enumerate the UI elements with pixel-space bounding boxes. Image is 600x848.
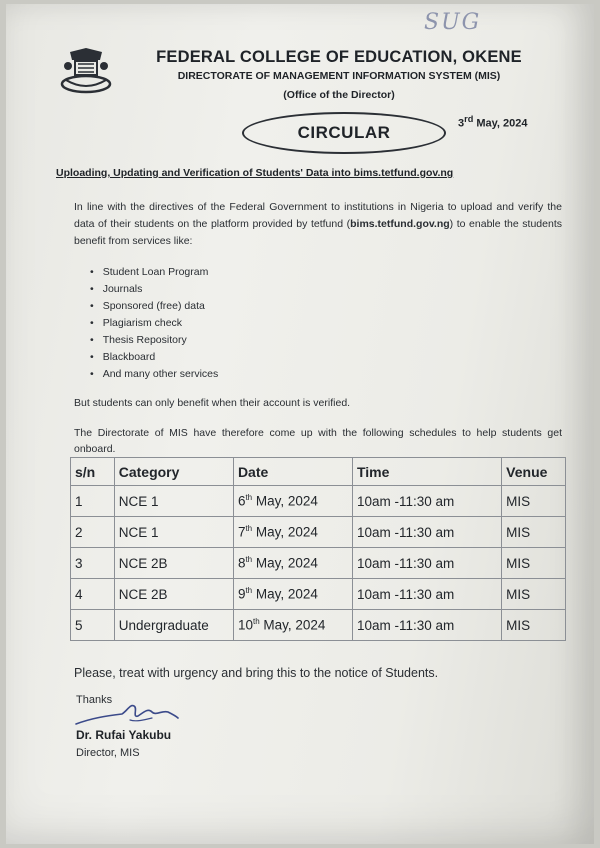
cell-category: NCE 2B [114, 579, 233, 610]
table-row [71, 548, 566, 579]
cell-sn: 2 [71, 517, 115, 548]
header-sn: s/n [71, 458, 115, 486]
schedule-table [70, 457, 566, 641]
cell-venue: MIS [502, 579, 566, 610]
intro-paragraph: In line with the directives of the Federal Government to institutions in Nigeria to upload and verify the data of their students on the platform provided by tetfund (bims.tetfund.gov.ng) to enable the students benefit from services like: [74, 201, 562, 247]
cell-sn: 1 [71, 486, 115, 517]
college-crest-logo [56, 46, 116, 96]
table-row [71, 579, 566, 610]
circular-page [6, 4, 594, 844]
table-row [71, 486, 566, 517]
closing-note: Please, treat with urgency and bring this to the notice of Students. [74, 666, 439, 680]
list-item: • Sponsored (free) data [90, 298, 218, 315]
list-item: • Journals [90, 281, 218, 298]
cell-venue: MIS [502, 610, 566, 641]
circular-date: 3rd May, 2024 [458, 114, 528, 130]
handwritten-note: SUG [424, 10, 482, 35]
cell-time: 10am -11:30 am [352, 610, 501, 641]
cell-venue: MIS [502, 548, 566, 579]
directorate-name: DIRECTORATE OF MANAGEMENT INFORMATION SYSTEM (MIS) [177, 70, 501, 82]
office-label: (Office of the Director) [283, 89, 395, 101]
header-date: Date [233, 458, 352, 486]
table-header-row [71, 458, 566, 486]
cell-sn: 3 [71, 548, 115, 579]
cell-date: 8th May, 2024 [233, 548, 352, 579]
cell-venue: MIS [502, 517, 566, 548]
cell-date: 9th May, 2024 [233, 579, 352, 610]
signature-icon [72, 698, 182, 732]
platform-url: bims.tetfund.gov.ng [350, 218, 450, 230]
list-item: • Plagiarism check [90, 315, 218, 332]
cell-date: 6th May, 2024 [233, 486, 352, 517]
college-name: FEDERAL COLLEGE OF EDUCATION, OKENE [156, 48, 522, 66]
cell-date: 10th May, 2024 [233, 610, 352, 641]
header-venue: Venue [502, 458, 566, 486]
header-category: Category [114, 458, 233, 486]
schedule-intro: The Directorate of MIS have therefore come up with the following schedules to help students get onboard. [74, 427, 562, 455]
list-item: • Thesis Repository [90, 332, 218, 349]
table-row [71, 610, 566, 641]
signer-name: Dr. Rufai Yakubu [76, 728, 172, 742]
list-item: • Student Loan Program [90, 264, 218, 281]
circular-title [242, 112, 446, 154]
cell-category: NCE 1 [114, 486, 233, 517]
services-list [90, 264, 218, 383]
header-time: Time [352, 458, 501, 486]
subject-line: Uploading, Updating and Verification of Students' Data into bims.tetfund.gov.ng [56, 167, 454, 179]
cell-venue: MIS [502, 486, 566, 517]
cell-time: 10am -11:30 am [352, 517, 501, 548]
cell-time: 10am -11:30 am [352, 486, 501, 517]
cell-category: Undergraduate [114, 610, 233, 641]
table-row [71, 517, 566, 548]
cell-sn: 4 [71, 579, 115, 610]
signer-title: Director, MIS [76, 747, 140, 759]
cell-category: NCE 2B [114, 548, 233, 579]
cell-time: 10am -11:30 am [352, 579, 501, 610]
circular-label: CIRCULAR [297, 123, 391, 142]
thanks-text: Thanks [76, 694, 113, 706]
cell-sn: 5 [71, 610, 115, 641]
cell-time: 10am -11:30 am [352, 548, 501, 579]
cell-category: NCE 1 [114, 517, 233, 548]
list-item: • And many other services [90, 366, 218, 383]
benefit-note: But students can only benefit when their account is verified. [74, 397, 351, 409]
list-item: • Blackboard [90, 349, 218, 366]
cell-date: 7th May, 2024 [233, 517, 352, 548]
